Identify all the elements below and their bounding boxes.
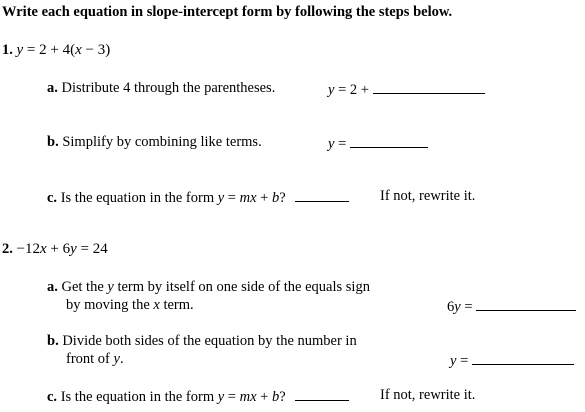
worksheet-title: Write each equation in slope-intercept form by following the steps below.: [2, 4, 453, 20]
problem-number: 1.: [2, 42, 13, 58]
answer-2b: y =: [450, 351, 574, 370]
answer-blank[interactable]: [295, 188, 349, 202]
step-2c: [47, 387, 349, 406]
step-text: Distribute 4 through the parentheses.: [61, 80, 276, 96]
step-text: Divide both sides of the equation by the number in: [62, 333, 357, 349]
step-1a: [47, 80, 275, 97]
step-text: Get the y term by itself on one side of the equals sign: [61, 279, 370, 295]
rewrite-note: If not, rewrite it.: [380, 387, 476, 403]
step-letter: a.: [47, 279, 58, 295]
step-text: Is the equation in the form y = mx + b?: [60, 389, 286, 405]
answer-blank[interactable]: [472, 351, 574, 365]
problem-1-header: [2, 42, 110, 59]
rewrite-note: If not, rewrite it.: [380, 188, 476, 204]
answer-blank[interactable]: [373, 80, 485, 94]
problem-equation: y = 2 + 4(x − 3): [16, 42, 111, 58]
answer-2a: 6y =: [447, 297, 576, 316]
answer-blank[interactable]: [295, 387, 349, 401]
problem-equation: −12x + 6y = 24: [16, 241, 108, 257]
step-1c: [47, 188, 349, 207]
step-2b-line2: front of y.: [66, 351, 124, 367]
problem-number: 2.: [2, 241, 13, 257]
step-2a-line1: [47, 279, 370, 296]
step-letter: c.: [47, 190, 58, 206]
problem-2-header: [2, 241, 108, 258]
step-text: Simplify by combining like terms.: [62, 134, 262, 150]
step-letter: b.: [47, 333, 59, 349]
step-letter: a.: [47, 80, 58, 96]
step-letter: c.: [47, 389, 58, 405]
answer-blank[interactable]: [476, 297, 576, 311]
answer-1a: y = 2 +: [328, 80, 485, 99]
step-text: Is the equation in the form y = mx + b?: [60, 190, 286, 206]
answer-blank[interactable]: [350, 134, 428, 148]
answer-1b: y =: [328, 134, 428, 153]
step-1b: [47, 134, 262, 151]
step-2a-line2: by moving the x term.: [66, 297, 194, 313]
step-letter: b.: [47, 134, 59, 150]
step-2b-line1: [47, 333, 357, 350]
